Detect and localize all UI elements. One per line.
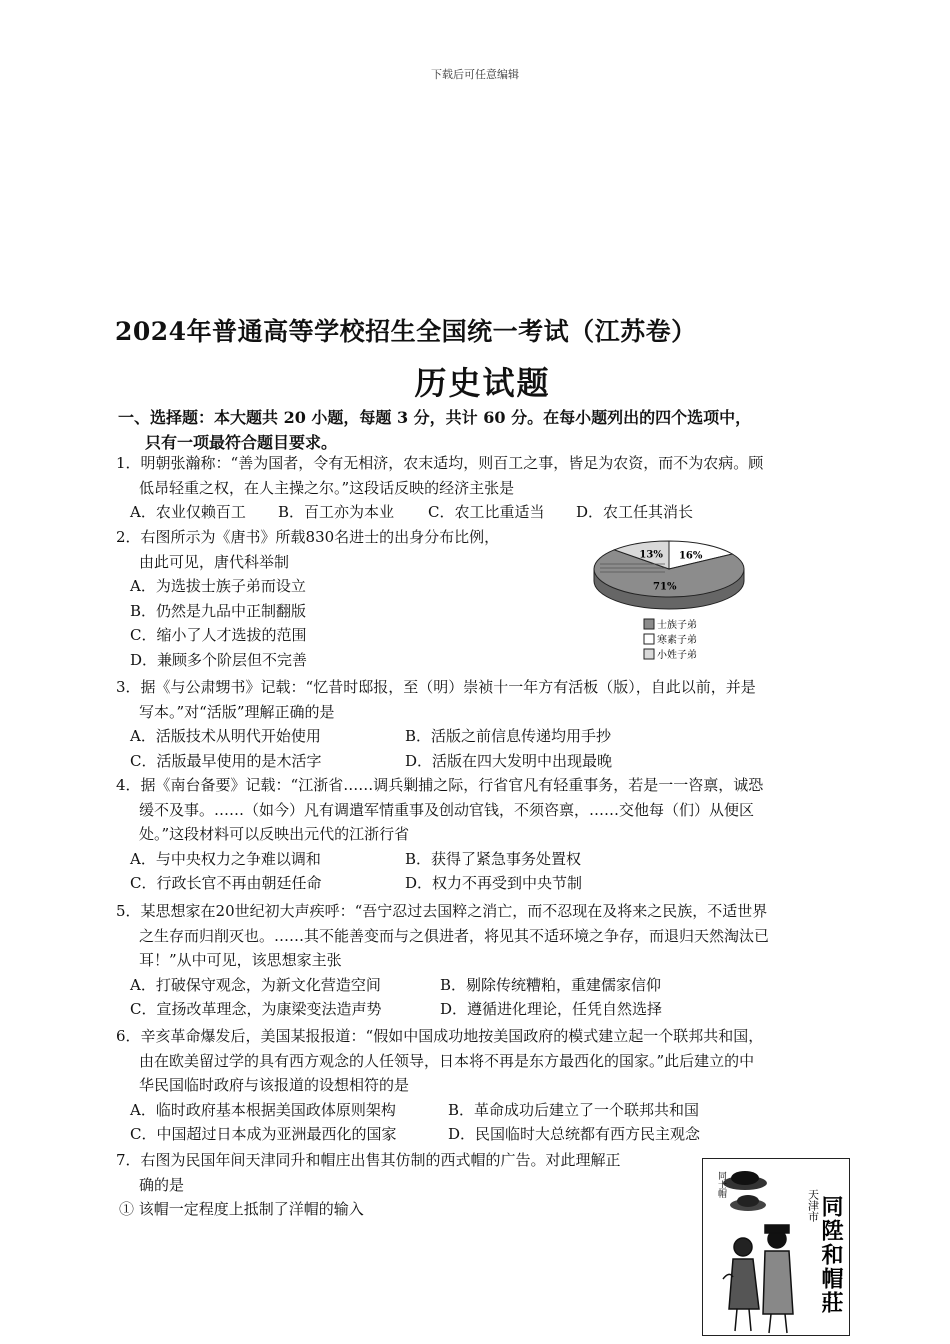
legend-swatch-2 bbox=[644, 634, 654, 644]
q3-option-c: C．活版最早使用的是木活字 bbox=[130, 751, 322, 770]
hat-advertisement-image bbox=[702, 1158, 850, 1336]
q5-option-c: C．宣扬改革理念，为康梁变法造声势 bbox=[130, 1000, 382, 1018]
q2-line-2: 由此可见，唐代科举制 bbox=[139, 552, 290, 571]
download-note: 下载后可任意编辑 bbox=[431, 68, 519, 81]
ad-title-text: 同陞和帽莊 bbox=[818, 1195, 844, 1315]
q6-options-row-2 bbox=[116, 1122, 851, 1147]
q3-option-d: D．活版在四大发明中出现最晚 bbox=[405, 751, 613, 770]
q1-option-d: D．农工任其消长 bbox=[576, 503, 694, 521]
q2-option-d: D．兼顾多个阶层但不完善 bbox=[130, 650, 308, 669]
q6-line-1: 6．辛亥革命爆发后，美国某报报道：“假如中国成功地按美国政府的模式建立起一个联邦共和国， bbox=[116, 1027, 764, 1045]
q5-options-row-1 bbox=[116, 973, 851, 998]
q6-option-b: B．革命成功后建立了一个联邦共和国 bbox=[448, 1100, 700, 1119]
q3-option-b: B．活版之前信息传递均用手抄 bbox=[405, 727, 612, 745]
q7-statement-1: ① 该帽一定程度上抵制了洋帽的输入 bbox=[119, 1200, 364, 1218]
legend-label-2: 寒素子弟 bbox=[657, 635, 697, 646]
q1-line-2: 低昂轻重之权，在人主操之尔。”这段话反映的经济主张是 bbox=[139, 478, 515, 497]
q3-line-1: 3．据《与公肃甥书》记载：“忆昔时邸报，至（明）崇祯十一年方有活板（版），自此以前，并是 bbox=[116, 678, 756, 696]
pie-label-3: 13% bbox=[639, 549, 663, 561]
q3-options-row-1 bbox=[116, 724, 851, 749]
q4-option-b: B．获得了紧急事务处置权 bbox=[405, 849, 582, 868]
question-3 bbox=[116, 675, 851, 773]
q3-option-a: A．活版技术从明代开始使用 bbox=[130, 727, 321, 745]
q1-line-1: 1．明朝张瀚称：“善为国者，令有无相济，农末适均，则百工之事，皆足为农资，而不为农病。顾 bbox=[116, 454, 764, 472]
exam-title: 2024年普通高等学校招生全国统一考试（江苏卷） bbox=[115, 317, 697, 346]
q4-line-2: 缓不及事。……（如今）凡有调遣军情重事及创动官钱，不须咨禀，……交他每（们）从便区 bbox=[139, 800, 755, 819]
q1-option-b: B．百工亦为本业 bbox=[278, 503, 395, 521]
pie-label-2: 16% bbox=[678, 550, 703, 562]
q1-option-c: C．农工比重适当 bbox=[428, 503, 545, 521]
q5-line-1: 5．某思想家在20世纪初大声疾呼：“吾宁忍过去国粹之消亡，而不忍现在及将来之民族，不适世界 bbox=[116, 902, 768, 920]
q6-options-row-1 bbox=[116, 1098, 851, 1123]
legend-swatch-1 bbox=[644, 619, 654, 629]
q4-options-row-1 bbox=[116, 847, 851, 872]
pie-label-1: 71% bbox=[653, 581, 677, 593]
hat-ad-illustration bbox=[703, 1159, 849, 1335]
q4-line-3: 处。”这段材料可以反映出元代的江浙行省 bbox=[139, 825, 410, 843]
q4-option-c: C．行政长官不再由朝廷任命 bbox=[130, 874, 322, 892]
hat-drawing bbox=[723, 1171, 767, 1211]
ad-left-text: 同士帽 bbox=[716, 1171, 726, 1198]
figures-drawing bbox=[723, 1225, 793, 1333]
section-line-1: 一、选择题：本大题共 20 小题，每题 3 分，共计 60 分。在每小题列出的四个选项中， bbox=[118, 408, 752, 427]
ad-small-text: 天津市 bbox=[806, 1189, 820, 1222]
q6-line-2: 由在欧美留过学的具有西方观念的人任领导，日本将不再是东方最西化的国家。”此后建立的中 bbox=[139, 1051, 755, 1070]
q4-line-1: 4．据《南台备要》记载：“江浙省……调兵剿捕之际，行省官凡有轻重事务，若是一一咨禀，诚恐 bbox=[116, 776, 764, 794]
q5-line-2: 之生存而归削灭也。……其不能善变而与之俱进者，将见其不适环境之争存，而退归天然淘汰已 bbox=[139, 926, 770, 945]
q5-option-b: B．剔除传统糟粕，重建儒家信仰 bbox=[440, 975, 662, 994]
pie-chart-figure bbox=[586, 535, 751, 665]
pie-chart bbox=[586, 535, 751, 665]
q5-line-3: 耳！”从中可见，该思想家主张 bbox=[139, 951, 342, 969]
q5-option-a: A．打破保守观念，为新文化营造空间 bbox=[130, 975, 381, 994]
q7-line-1: 7．右图为民国年间天津同升和帽庄出售其仿制的西式帽的广告。对此理解正 bbox=[116, 1151, 621, 1169]
q6-option-d: D．民国临时大总统都有西方民主观念 bbox=[448, 1125, 701, 1143]
section-line-2: 只有一项最符合题目要求。 bbox=[145, 433, 338, 452]
q3-options-row-2 bbox=[116, 749, 851, 774]
question-1 bbox=[116, 451, 851, 525]
q5-option-d: D．遵循进化理论，任凭自然选择 bbox=[440, 1000, 663, 1018]
q4-option-a: A．与中央权力之争难以调和 bbox=[130, 849, 321, 868]
q5-options-row-2 bbox=[116, 997, 851, 1022]
q2-line-1: 2．右图所示为《唐书》所载830名进士的出身分布比例， bbox=[116, 528, 500, 546]
q2-option-a: A．为选拔士族子弟而设立 bbox=[130, 577, 306, 595]
legend-label-3: 小姓子弟 bbox=[657, 650, 697, 661]
section-instructions bbox=[118, 405, 858, 455]
question-4 bbox=[116, 773, 851, 896]
legend-label-1: 士族子弟 bbox=[657, 620, 697, 631]
q2-option-c: C．缩小了人才选拔的范围 bbox=[130, 626, 307, 644]
q4-option-d: D．权力不再受到中央节制 bbox=[405, 874, 583, 892]
q6-line-3: 华民国临时政府与该报道的设想相符的是 bbox=[139, 1076, 410, 1094]
q2-option-b: B．仍然是九品中正制翻版 bbox=[130, 601, 307, 620]
subject-title: 历史试题 bbox=[414, 364, 551, 402]
q3-line-2: 写本。”对“活版”理解正确的是 bbox=[139, 702, 335, 721]
q4-options-row-2 bbox=[116, 871, 851, 896]
q6-option-c: C．中国超过日本成为亚洲最西化的国家 bbox=[130, 1125, 397, 1143]
q1-options bbox=[116, 500, 851, 525]
q7-line-2: 确的是 bbox=[139, 1175, 185, 1194]
q1-option-a: A．农业仅赖百工 bbox=[130, 503, 246, 521]
q6-option-a: A．临时政府基本根据美国政体原则架构 bbox=[130, 1100, 396, 1119]
question-5 bbox=[116, 899, 851, 1022]
question-6 bbox=[116, 1024, 851, 1147]
legend-swatch-3 bbox=[644, 649, 654, 659]
